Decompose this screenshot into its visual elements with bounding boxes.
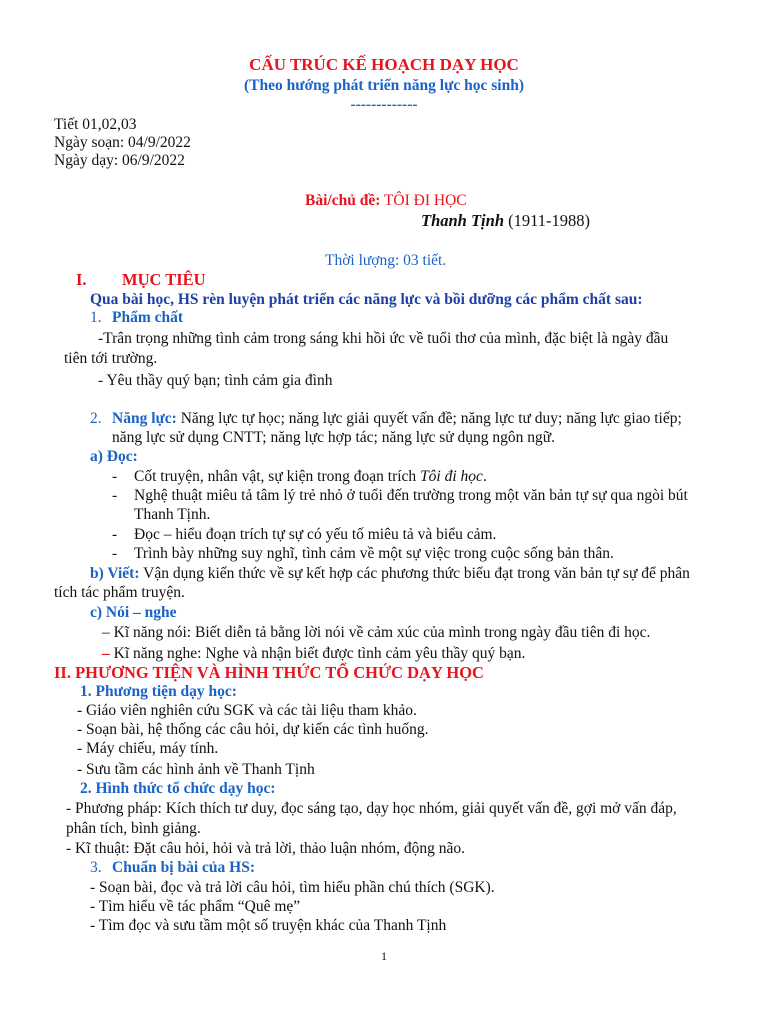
- nl-line-2: năng lực sử dụng CNTT; năng lực hợp tác; năng lực sử dụng ngôn ngữ.: [112, 429, 556, 446]
- pc-line-1: -Trân trọng những tình cảm trong sáng khi hồi ức về tuổi thơ của mình, đặc biệt là ngày đầu: [98, 330, 669, 347]
- title-divider: -------------: [350, 96, 418, 113]
- viet-text: Vận dụng kiến thức về sự kết hợp các phương thức biểu đạt trong văn bản tự sự để phân: [143, 565, 690, 582]
- doc-item-text: Cốt truyện, nhân vật, sự kiện trong đoạn trích: [134, 468, 421, 485]
- nl-number: 2.: [90, 410, 102, 427]
- noi-text-2: Kĩ năng nghe: Nghe và nhận biết được tình cảm yêu thầy quý bạn.: [113, 645, 526, 662]
- doc-item: [112, 467, 487, 487]
- httc-heading: 2. Hình thức tổ chức dạy học:: [80, 780, 276, 797]
- noi-dash-1: –: [102, 624, 110, 641]
- doc-item-dash: -: [112, 526, 118, 543]
- nl-text: Năng lực tự học; năng lực giải quyết vấn đề; năng lực tư duy; năng lực giao tiếp;: [180, 410, 682, 427]
- doc-heading: a) Đọc:: [90, 448, 138, 465]
- section2-heading: II. PHƯƠNG TIỆN VÀ HÌNH THỨC TỔ CHỨC DẠY HỌC: [54, 663, 484, 682]
- httc-line-3: - Kĩ thuật: Đặt câu hỏi, hỏi và trả lời, thảo luận nhóm, động não.: [66, 840, 466, 857]
- teaching-date: Ngày dạy: 06/9/2022: [54, 152, 185, 169]
- lesson-duration: Thời lượng: 03 tiết.: [325, 252, 447, 269]
- cb-item: - Tìm đọc và sưu tầm một số truyện khác của Thanh Tịnh: [90, 917, 447, 934]
- noi-heading: c) Nói – nghe: [90, 604, 177, 621]
- section1-intro: Qua bài học, HS rèn luyện phát triển các năng lực và bồi dưỡng các phẩm chất sau:: [90, 291, 643, 308]
- noi-text-1: Kĩ năng nói: Biết diễn tả bằng lời nói về cảm xúc của mình trong ngày đầu tiên đi học.: [113, 624, 651, 641]
- ptdh-heading: 1. Phương tiện dạy học:: [80, 683, 237, 700]
- viet-line-2: tích tác phẩm truyện.: [54, 584, 185, 601]
- lesson-periods: Tiết 01,02,03: [54, 116, 137, 133]
- doc-item-italic: Tôi đi học: [420, 468, 483, 485]
- cb-number: 3.: [90, 859, 102, 876]
- section1-heading: MỤC TIÊU: [122, 270, 206, 289]
- author-years: (1911-1988): [508, 211, 590, 230]
- cb-item: - Tìm hiểu về tác phẩm “Quê mẹ”: [90, 898, 301, 915]
- page-number: 1: [381, 949, 387, 963]
- pc-line-2: tiên tới trường.: [64, 350, 158, 367]
- doc-item-text: Thanh Tịnh.: [134, 506, 211, 523]
- pc-heading: Phẩm chất: [112, 309, 184, 326]
- doc-item: [112, 525, 496, 545]
- nl-heading: Năng lực:: [112, 410, 177, 427]
- cb-item: - Soạn bài, đọc và trả lời câu hỏi, tìm hiểu phần chú thích (SGK).: [90, 879, 495, 896]
- doc-item: [112, 505, 210, 525]
- lesson-topic-label: Bài/chủ đề:: [305, 192, 381, 209]
- ptdh-item: - Giáo viên nghiên cứu SGK và các tài liệu tham khảo.: [77, 702, 417, 719]
- ptdh-item: - Máy chiếu, máy tính.: [77, 740, 219, 757]
- nl-line-1: [112, 409, 682, 429]
- doc-item-dash: -: [112, 468, 118, 485]
- lesson-topic-name: TÔI ĐI HỌC: [383, 192, 467, 209]
- viet-heading: b) Viết:: [90, 565, 140, 582]
- lesson-topic: [305, 191, 467, 211]
- viet-line-1: [90, 564, 690, 584]
- pc-line-3: - Yêu thầy quý bạn; tình cảm gia đình: [98, 372, 333, 389]
- doc-item-text: Trình bày những suy nghĩ, tình cảm về một sự việc trong cuộc sống bản thân.: [134, 545, 614, 562]
- doc-item-text: Đọc – hiểu đoạn trích tự sự có yếu tố miêu tả và biểu cảm.: [134, 526, 497, 543]
- doc-item-text: Nghệ thuật miêu tả tâm lý trẻ nhỏ ở tuổi đến trường trong một văn bản tự sự qua ngòi bút: [134, 487, 688, 504]
- doc-item-dash: -: [112, 545, 118, 562]
- httc-line-1: - Phương pháp: Kích thích tư duy, đọc sáng tạo, dạy học nhóm, giải quyết vấn đề, gợi mở vấn đáp,: [66, 800, 677, 817]
- doc-item: [112, 486, 688, 506]
- section1-numeral: I.: [76, 270, 87, 289]
- doc-item-tail: .: [482, 468, 487, 485]
- document-title: CẤU TRÚC KẾ HOẠCH DẠY HỌC: [249, 55, 519, 74]
- pc-number: 1.: [90, 309, 102, 326]
- noi-line-1: [102, 623, 650, 643]
- ptdh-item: - Soạn bài, hệ thống các câu hỏi, dự kiến các tình huống.: [77, 721, 429, 738]
- doc-item-dash: -: [112, 487, 118, 504]
- noi-dash-2: –: [102, 645, 110, 662]
- httc-line-2: phân tích, bình giảng.: [66, 820, 201, 837]
- doc-item: [112, 544, 614, 564]
- prep-date: Ngày soạn: 04/9/2022: [54, 134, 191, 151]
- author-name: Thanh Tịnh: [421, 211, 504, 230]
- document-subtitle: (Theo hướng phát triển năng lực học sinh): [244, 77, 524, 94]
- ptdh-item: - Sưu tầm các hình ảnh về Thanh Tịnh: [77, 761, 315, 778]
- noi-line-2: [102, 644, 525, 664]
- cb-heading: Chuẩn bị bài của HS:: [112, 859, 255, 876]
- lesson-author: [421, 211, 590, 231]
